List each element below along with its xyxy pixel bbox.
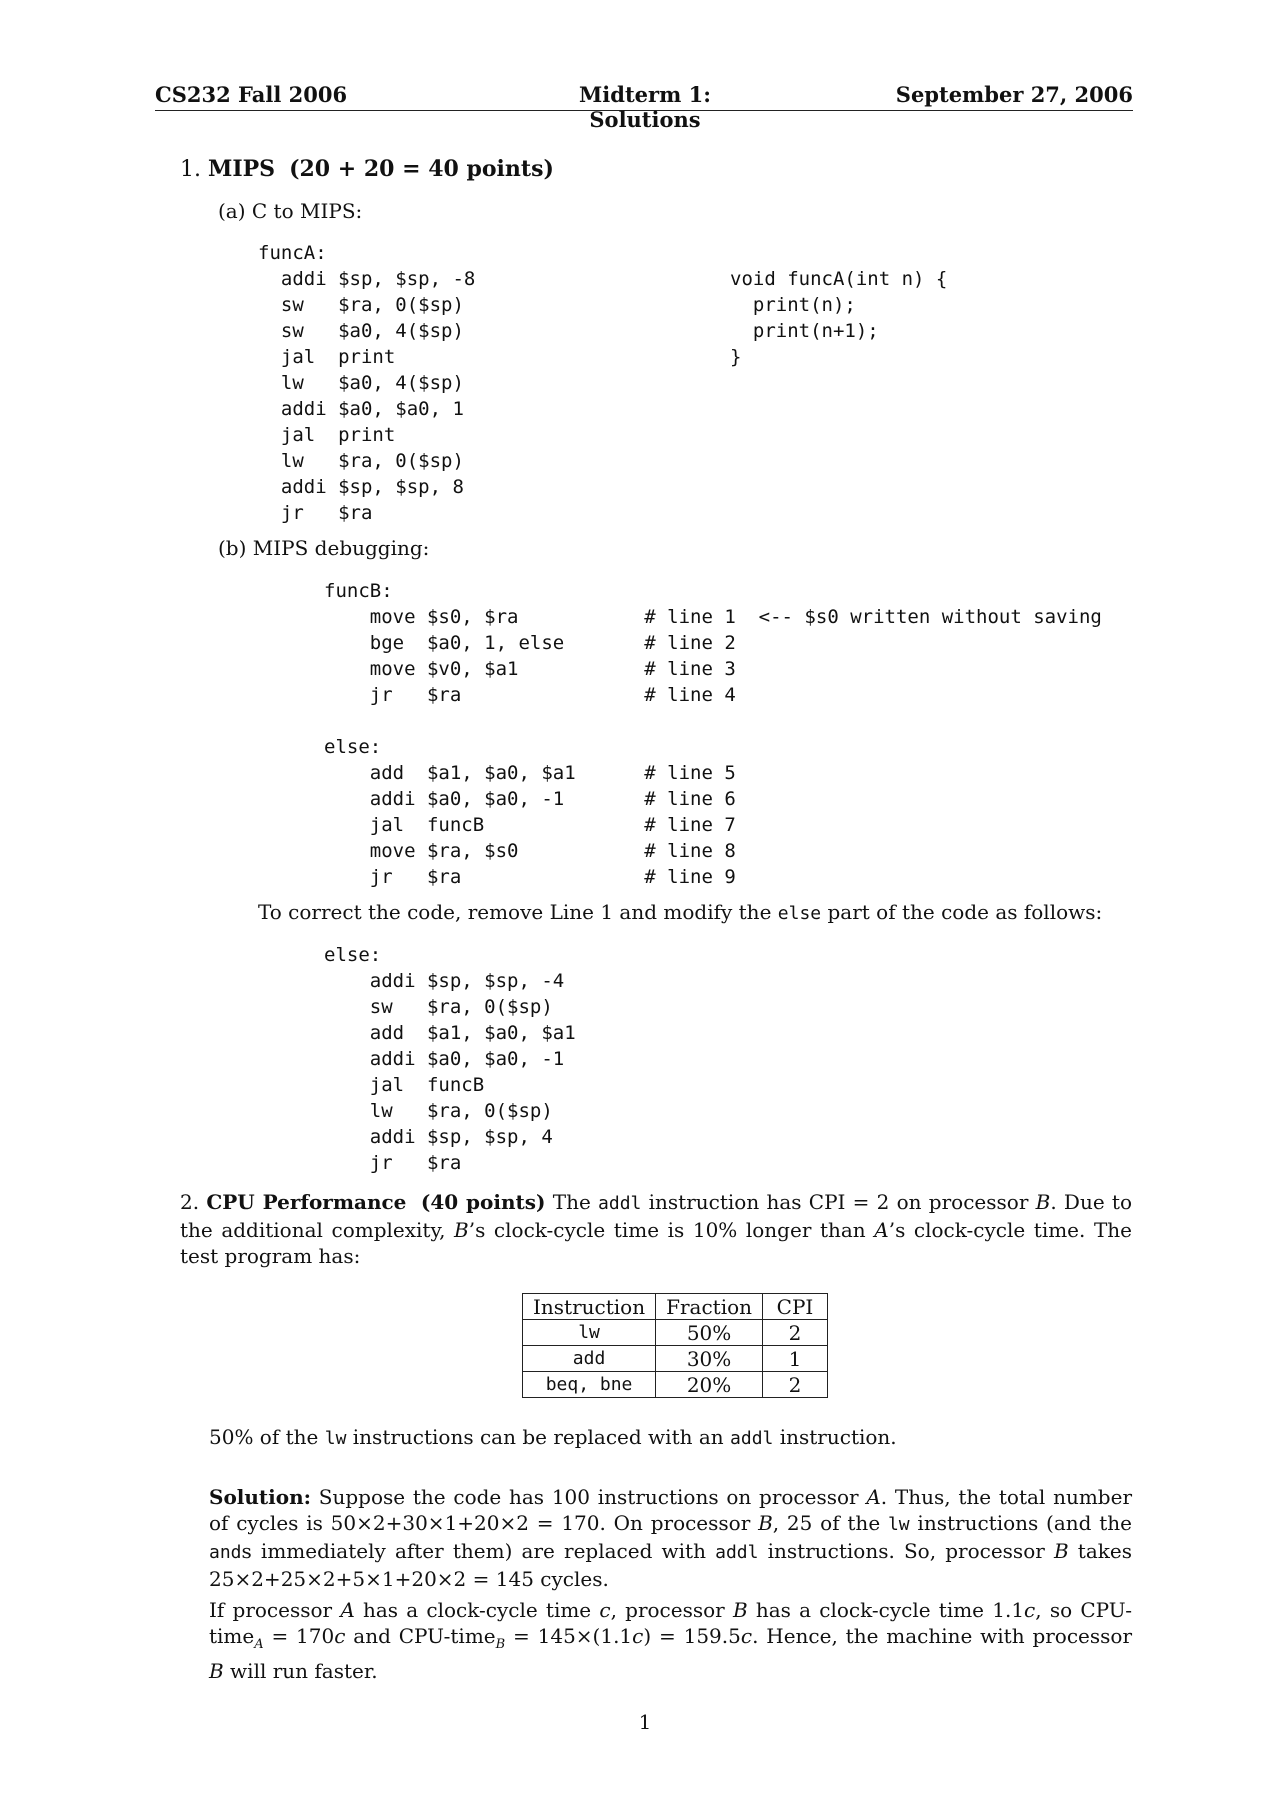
page-header [155, 82, 1133, 132]
sol-text: . Thus, the total number of cycles is 50×2+30×1+20×2 = 170. On processor [209, 1485, 1132, 1535]
correction-text [258, 899, 1138, 927]
date-label: September 27, 2006 [895, 82, 1133, 107]
q2-points: (40 points) [420, 1190, 546, 1214]
sol-text: Suppose the code has 100 instructions on processor [311, 1485, 867, 1509]
sol-var: A [340, 1598, 355, 1622]
funcA-asm: funcA: addi $sp, $sp, -8 sw $ra, 0($sp) sw $a0, 4($sp) jal print lw $a0, 4($sp) addi $a0, $a0, 1 jal print lw $ra, 0($sp) addi $sp, $sp, 8 jr $ra [258, 242, 476, 524]
q2-code: addl [598, 1193, 642, 1214]
table-header: Fraction [656, 1294, 763, 1320]
solution-paragraph-1 [209, 1484, 1132, 1592]
q1a-label: (a) [218, 199, 246, 223]
solution-label: Solution: [209, 1485, 312, 1509]
fixed-code: else: addi $sp, $sp, -4 sw $ra, 0($sp) add $a1, $a0, $a1 addi $a0, $a0, -1 jal funcB lw $ra, 0($sp) addi $sp, $sp, 4 jr $ra [324, 944, 576, 1174]
replace-code: addl [730, 1428, 774, 1449]
table-header: Instruction [523, 1294, 656, 1320]
doc-title: Midterm 1: Solutions [579, 82, 711, 132]
correction-post: part of the code as follows: [821, 900, 1103, 924]
sol-code: and [209, 1542, 242, 1563]
table-cell: 30% [656, 1346, 763, 1372]
q2-title: CPU Performance [206, 1190, 407, 1214]
sol-text: If processor [209, 1598, 341, 1622]
q2-var: B [1035, 1190, 1051, 1214]
sol-text: = 145×(1.1 [505, 1624, 633, 1648]
q1a-heading [218, 199, 362, 223]
sol-var: B [1053, 1539, 1069, 1563]
sol-text: instructions. So, processor [758, 1539, 1054, 1563]
sol-text: takes 25×2+25×2+5×1+20×2 = 145 cycles. [209, 1539, 1132, 1591]
sol-text: = 170 [263, 1624, 335, 1648]
table-cell: lw [523, 1320, 656, 1346]
q1a-text: C to MIPS: [251, 199, 363, 223]
instruction-table [522, 1293, 828, 1398]
sol-var: B [495, 1637, 506, 1652]
q2-var: A [874, 1218, 889, 1242]
replace-text: instruction. [773, 1425, 897, 1449]
sol-text: s immediately after them) are replaced with [241, 1539, 716, 1563]
sol-var: c [632, 1624, 644, 1648]
q2-var: B [454, 1218, 469, 1242]
correction-code: else [777, 903, 822, 924]
sol-text: . Hence, the machine with processor [752, 1624, 1133, 1648]
funcB-code: funcB: move $s0, $ra # line 1 <-- $s0 written without saving bge $a0, 1, else # line 2 move $v0, $a1 # line 3 jr $ra # line 4 else: add $a1, $a0, $a1 # line 5 addi $a0, $a0, -1 # line 6 jal funcB # line 7 move $ra, $s0 # line 8 jr $ra # line 9 [324, 580, 1102, 888]
sol-text: has a clock-cycle time [354, 1598, 600, 1622]
sol-text: , 25 of the [772, 1511, 888, 1535]
sol-var: c [599, 1598, 611, 1622]
sol-var: c [1024, 1598, 1036, 1622]
table-row [523, 1372, 828, 1398]
table-cell: 1 [763, 1346, 828, 1372]
funcA-c: void funcA(int n) { print(n); print(n+1); } [730, 268, 948, 368]
sol-text: will run faster. [223, 1659, 378, 1683]
sol-var: B [758, 1511, 773, 1535]
q2-text: . Due to the additional complexity, [180, 1190, 1133, 1242]
q2-text: The [545, 1190, 599, 1214]
q2-text: ’s clock-cycle time is 10% longer than [468, 1218, 875, 1242]
q2-number: 2. [180, 1190, 200, 1214]
table-cell: beq, bne [523, 1372, 656, 1398]
q2-text: instruction has CPI = 2 on processor [641, 1190, 1036, 1214]
q2-intro [180, 1189, 1132, 1269]
table-cell: 20% [656, 1372, 763, 1398]
table-cell: add [523, 1346, 656, 1372]
sol-var: B [732, 1598, 748, 1622]
replace-note [209, 1424, 1129, 1452]
sol-var: A [866, 1485, 881, 1509]
sol-var: c [334, 1624, 346, 1648]
table-cell: 50% [656, 1320, 763, 1346]
table-header-row [523, 1294, 828, 1320]
table-row [523, 1346, 828, 1372]
q1-points: (20 + 20 = 40 points) [289, 156, 554, 182]
sol-code: addl [715, 1542, 759, 1563]
sol-text: and CPU-time [345, 1624, 496, 1648]
sol-text: , processor [610, 1598, 733, 1622]
replace-text: instructions can be replaced with an [346, 1425, 731, 1449]
sol-text: has a clock-cycle time 1.1 [747, 1598, 1025, 1622]
q1-title: MIPS [208, 156, 276, 182]
sol-var: B [209, 1659, 224, 1683]
sol-text: instructions (and the [909, 1511, 1133, 1535]
q1b-heading [218, 536, 429, 560]
q2-text: ’s clock-cycle time. The test program has: [180, 1218, 1133, 1268]
sol-var: c [740, 1624, 753, 1648]
sol-text: , so CPU-time [209, 1598, 1133, 1648]
table-cell: 2 [763, 1372, 828, 1398]
solution-paragraph-2 [209, 1597, 1132, 1684]
page-number: 1 [638, 1710, 652, 1734]
q1b-label: (b) [218, 536, 247, 560]
replace-text: 50% of the [209, 1425, 325, 1449]
table-header: CPI [763, 1294, 828, 1320]
sol-text: ) = 159.5 [643, 1624, 741, 1648]
course-label: CS232 Fall 2006 [155, 82, 348, 107]
sol-code: lw [887, 1514, 910, 1535]
table-row [523, 1320, 828, 1346]
replace-code: lw [324, 1428, 347, 1449]
table-cell: 2 [763, 1320, 828, 1346]
q1-number: 1. [180, 157, 201, 182]
correction-pre: To correct the code, remove Line 1 and modify the [258, 900, 778, 924]
sol-var: A [254, 1637, 264, 1652]
q1b-text: MIPS debugging: [252, 536, 430, 560]
q1-heading [180, 156, 554, 182]
